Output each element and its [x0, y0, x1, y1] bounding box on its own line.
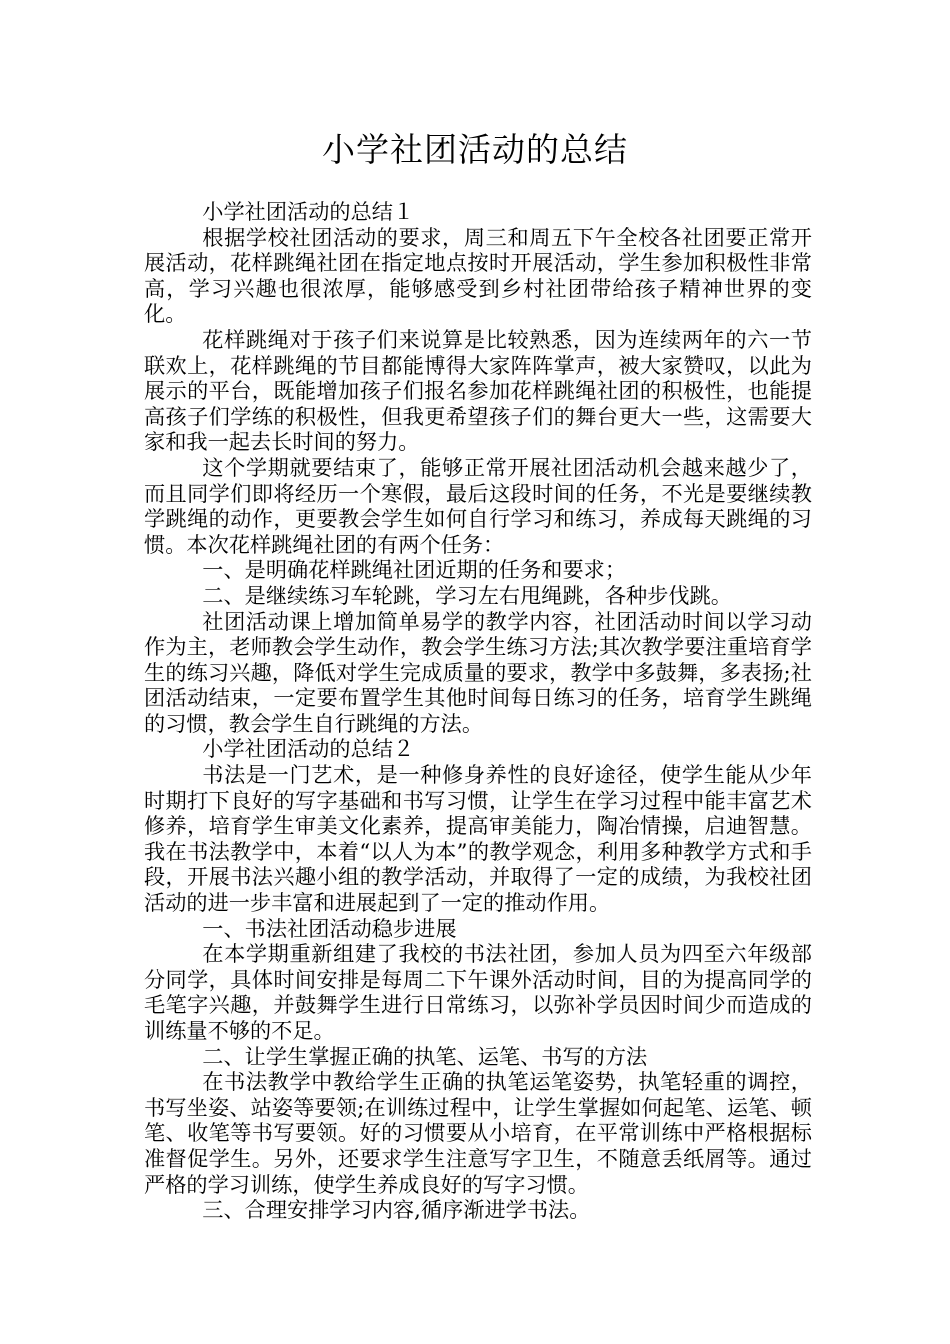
- section-heading-2: 小学社团活动的总结２: [202, 736, 415, 762]
- list-item: 二、是继续练习车轮跳，学习左右甩绳跳，各种步伐跳。: [202, 582, 732, 608]
- document-body: [144, 199, 812, 1223]
- paragraph: 在书法教学中教给学生正确的执笔运笔姿势，执笔轻重的调控，书写坐姿、站姿等要领;在训练过程中，让学生掌握如何起笔、运笔、顿笔、收笔等书写要领。好的习惯要从小培育，在平常训练中严格根据标准督促学生。另外，还要求学生注意写字卫生，不随意丢纸屑等。通过严格的学习训练，使学生养成良好的写字习惯。: [144, 1069, 812, 1197]
- paragraph: 社团活动课上增加简单易学的教学内容，社团活动时间以学习动作为主，老师教会学生动作，教会学生练习方法;其次教学要注重培育学生的练习兴趣，降低对学生完成质量的要求，教学中多鼓舞，多表扬;社团活动结束，一定要布置学生其他时间每日练习的任务，培育学生跳绳的习惯，教会学生自行跳绳的方法。: [144, 608, 812, 736]
- paragraph: 在本学期重新组建了我校的书法社团，参加人员为四至六年级部分同学，具体时间安排是每周二下午课外活动时间，目的为提高同学的毛笔字兴趣，并鼓舞学生进行日常练习，以弥补学员因时间少而造成的训练量不够的不足。: [144, 941, 812, 1043]
- subheading: 一、书法社团活动稳步进展: [202, 915, 457, 941]
- subheading: 二、让学生掌握正确的执笔、运笔、书写的方法: [202, 1043, 648, 1069]
- subheading: 三、合理安排学习内容,循序渐进学书法。: [202, 1197, 591, 1223]
- paragraph: 花样跳绳对于孩子们来说算是比较熟悉，因为连续两年的六一节联欢上，花样跳绳的节目都能博得大家阵阵掌声，被大家赞叹，以此为展示的平台，既能增加孩子们报名参加花样跳绳社团的积极性，也能提高孩子们学练的积极性，但我更希望孩子们的舞台更大一些，这需要大家和我一起去长时间的努力。: [144, 326, 812, 455]
- section-heading-1: 小学社团活动的总结１: [202, 199, 415, 224]
- paragraph: 书法是一门艺术，是一种修身养性的良好途径，使学生能从少年时期打下良好的写字基础和书写习惯，让学生在学习过程中能丰富艺术修养，培育学生审美文化素养，提高审美能力，陶冶情操，启迪智慧。我在书法教学中，本着“以人为本”的教学观念，利用多种教学方式和手段，开展书法兴趣小组的教学活动，并取得了一定的成绩，为我校社团活动的进一步丰富和进展起到了一定的推动作用。: [144, 762, 812, 916]
- list-item: 一、是明确花样跳绳社团近期的任务和要求；: [202, 557, 627, 583]
- document-title: 小学社团活动的总结: [322, 130, 628, 169]
- paragraph: 这个学期就要结束了，能够正常开展社团活动机会越来越少了，而且同学们即将经历一个寒假，最后这段时间的任务，不光是要继续教学跳绳的动作，更要教会学生如何自行学习和练习，养成每天跳绳的习惯。本次花样跳绳社团的有两个任务：: [144, 454, 812, 557]
- paragraph: 根据学校社团活动的要求，周三和周五下午全校各社团要正常开展活动，花样跳绳社团在指定地点按时开展活动，学生参加积极性非常高，学习兴趣也很浓厚，能够感受到乡村社团带给孩子精神世界的变化。: [144, 224, 812, 327]
